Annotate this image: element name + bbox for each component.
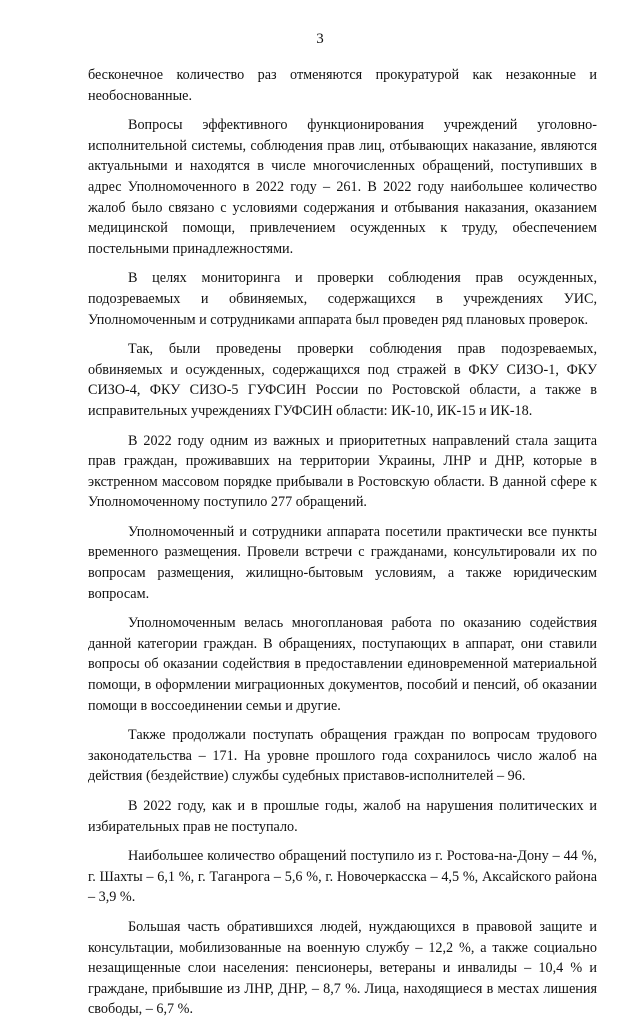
paragraph-11: Большая часть обратившихся людей, нуждающихся в правовой защите и консультации, мобилизованные на военную службу – 12,2 %, а также социально незащищенные слои населения: пенсионеры, ветераны и инвалиды – 10,4 % и граждане, прибывшие из ЛНР, ДНР, – 8,7 %. Лица, находящиеся в местах лишения свободы, – 6,7 %.	[88, 918, 597, 1018]
paragraph-7: Уполномоченным велась многоплановая работа по оказанию содействия данной категории граждан. В обращениях, поступающих в аппарат, они ставили вопросы об оказании содействия в предоставлении единовременной материальной помощи, в оформлении миграционных документов, пособий и пенсий, об оказании помощи в воссоединении семьи и другие.	[88, 615, 597, 714]
paragraph-2: Вопросы эффективного функционирования учреждений уголовно-исполнительной системы, соблюдения прав лиц, отбывающих наказание, являются актуальными и находятся в числе многочисленных обращений, поступивших в адрес Уполномоченного в 2022 году – 261. В 2022 году наибольшее количество жалоб было связано с условиями содержания и отбывания наказания, оказанием медицинской помощи, привлечением осужденных к труду, обеспечением постельными принадлежностями.	[88, 117, 597, 257]
paragraph-1: бесконечное количество раз отменяются прокуратурой как незаконные и необоснованные.	[88, 67, 597, 104]
paragraph-4: Так, были проведены проверки соблюдения прав подозреваемых, обвиняемых и осужденных, содержащихся под стражей в ФКУ СИЗО-1, ФКУ СИЗО-4, ФКУ СИЗО-5 ГУФСИН России по Ростовской области, а также в исправительных учреждениях ГУФСИН области: ИК-10, ИК-15 и ИК-18.	[88, 341, 597, 419]
paragraph-10: Наибольшее количество обращений поступило из г. Ростова-на-Дону – 44 %, г. Шахты – 6,1 %, г. Таганрога – 5,6 %, г. Новочеркасска – 4,5 %, Аксайского района – 3,9 %.	[88, 848, 597, 906]
paragraph-9: В 2022 году, как и в прошлые годы, жалоб на нарушения политических и избирательных прав не поступало.	[88, 798, 597, 835]
page-number: 3	[316, 31, 324, 47]
paragraph-5: В 2022 году одним из важных и приоритетных направлений стала защита прав граждан, проживавших на территории Украины, ЛНР и ДНР, которые в экстренном массовом порядке прибывали в Ростовскую области. В данной сфере к Уполномоченному поступило 277 обращений.	[88, 432, 597, 511]
paragraph-6: Уполномоченный и сотрудники аппарата посетили практически все пункты временного размещения. Провели встречи с гражданами, консультировали их по вопросам размещения, жилищно-бытовым условиям, а также юридическим вопросам.	[88, 523, 597, 602]
paragraph-8: Также продолжали поступать обращения граждан по вопросам трудового законодательства – 171. На уровне прошлого года сохранилось число жалоб на действия (бездействие) службы судебных приставов-исполнителей – 96.	[88, 727, 597, 785]
paragraph-3: В целях мониторинга и проверки соблюдения прав осужденных, подозреваемых и обвиняемых, содержащихся в учреждениях УИС, Уполномоченным и сотрудниками аппарата был проведен ряд плановых проверок.	[88, 270, 597, 328]
body-text	[88, 65, 597, 1029]
